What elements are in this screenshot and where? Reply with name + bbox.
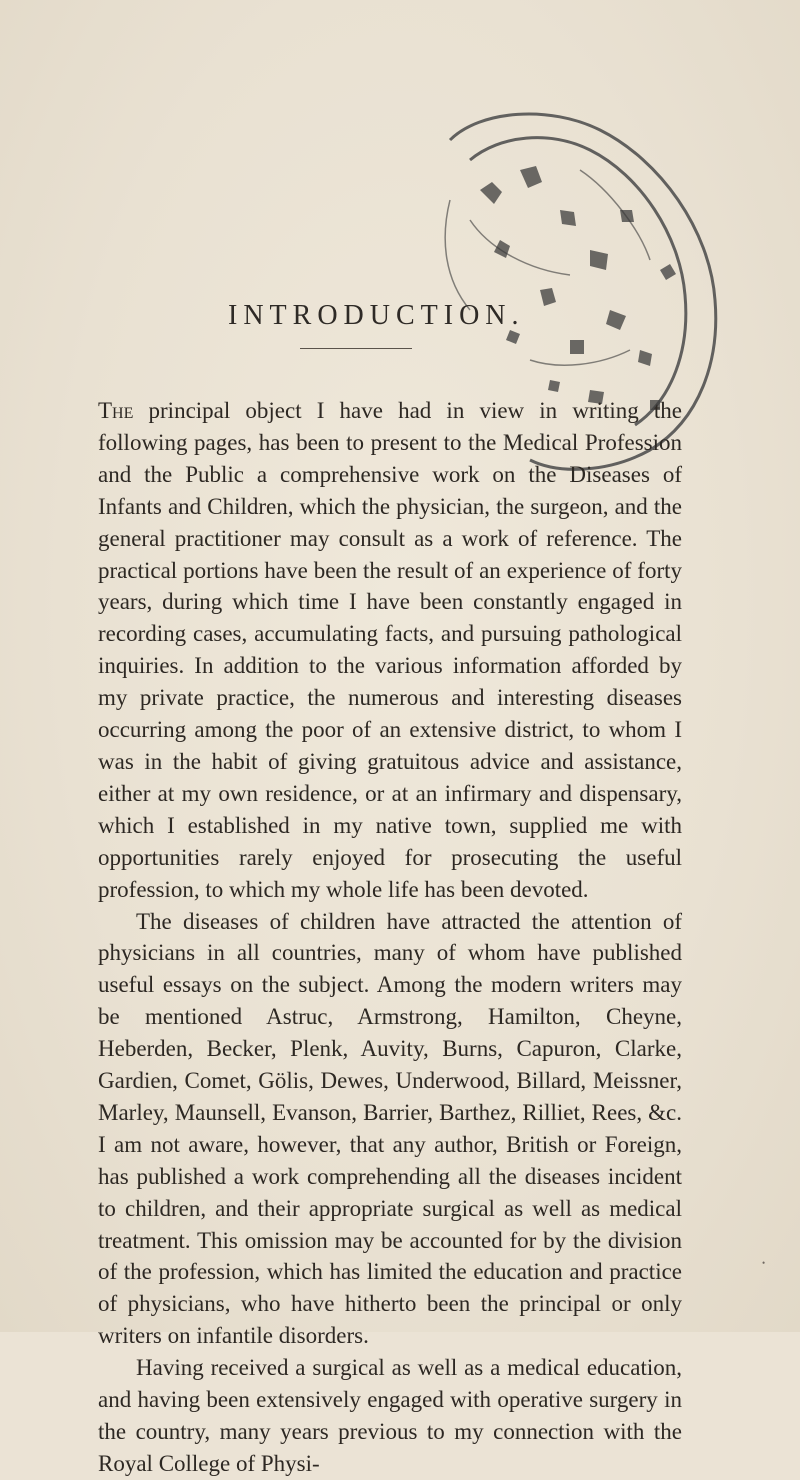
paragraph-1-text: principal object I have had in view in writing the following pages, has been to present to the Medical Profession and the Public a comprehensive work on the Diseases of Infants and Children, which the physician, the surgeon, and the general practitioner may consult as a work of reference. The practical portions have been the result of an experience of forty years, during which time I have been constantly engaged in recording cases, accumulating facts, and pursuing pathological inquiries. In addition to the various information afforded by my private practice, the numerous and interesting diseases occurring among the poor of an extensive district, to whom I was in the habit of giving gratuitous advice and assistance, either at my own residence, or at an infirmary and dispensary, which I established in my native town, supplied me with opportunities rarely enjoyed for prosecuting the useful profession, to which my whole life has been devoted.	[98, 398, 682, 902]
heading-rule	[300, 348, 412, 349]
paragraph-2: The diseases of children have attracted the attention of physicians in all countries, many of whom have published useful essays on the subject. Among the modern writers may be mentioned Astruc, Armstrong, Hamilton, Cheyne, Heberden, Becker, Plenk, Auvity, Burns, Capuron, Clarke, Gardien, Comet, Gölis, Dewes, Underwood, Billard, Meissner, Marley, Maunsell, Evanson, Barrier, Barthez, Rilliet, Rees, &c. I am not aware, however, that any author, British or Foreign, has published a work comprehending all the diseases incident to children, and their appropriate surgical as well as medical treatment. This omission may be accounted for by the division of the profession, which has limited the education and practice of physicians, who have hitherto been the principal or only writers on infantile disorders.	[98, 908, 682, 1349]
paper-speck: •	[762, 1258, 766, 1268]
page-heading: INTRODUCTION.	[228, 300, 525, 331]
body-text	[98, 395, 682, 1480]
paragraph-3: Having received a surgical as well as a medical education, and having been extensively engaged with operative surgery in the country, many years previous to my connection with the Royal College of Physi-	[98, 1355, 682, 1476]
paragraph-1-lead: The	[98, 398, 134, 423]
paragraph-1	[98, 395, 682, 906]
